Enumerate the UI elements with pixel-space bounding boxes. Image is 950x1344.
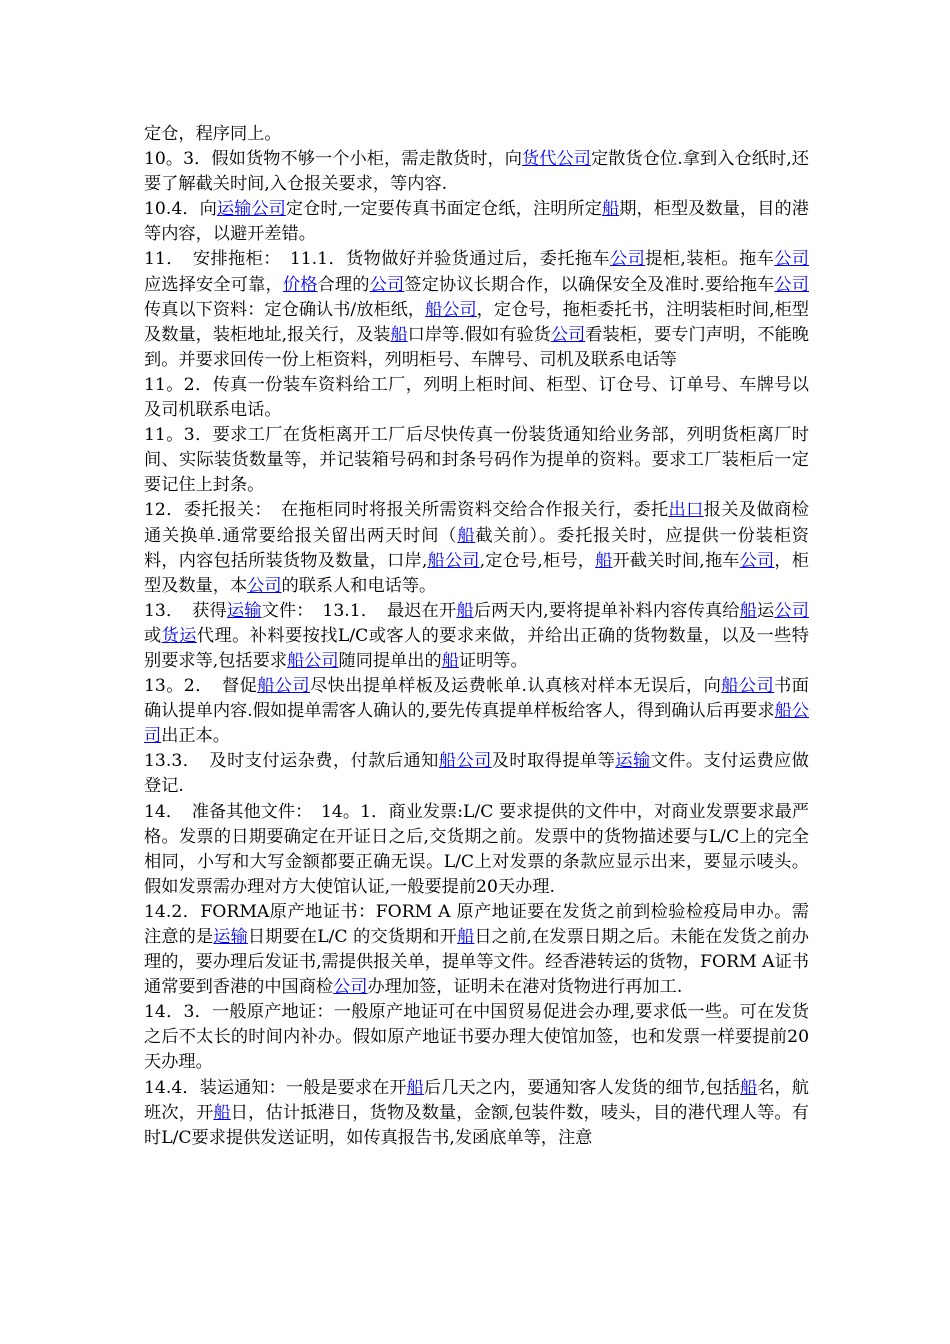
keyword-link[interactable]: 船	[740, 1077, 758, 1098]
keyword-link[interactable]: 运输公司	[216, 199, 286, 220]
paragraph-text: 14.2．FORMA原产地证书：FORM A 原产地证要在发货之前到检验检疫局申办。需注意的是	[144, 901, 809, 947]
keyword-link[interactable]: 价格	[282, 274, 318, 295]
paragraph-text: ，柜型及数量，本	[144, 550, 809, 596]
keyword-link[interactable]: 船	[441, 650, 459, 671]
paragraph-text: 后几天之内，要通知客人发货的细节,包括	[423, 1077, 741, 1098]
paragraph-text: 合理的	[317, 274, 370, 295]
paragraph-text: 11。2．传真一份装车资料给工厂，列明上柜时间、柜型、订仓号、订单号、车牌号以及司机联系电话。	[144, 374, 809, 421]
keyword-link[interactable]: 运输	[615, 751, 651, 772]
document-body	[144, 122, 809, 1151]
keyword-link[interactable]: 公司	[247, 575, 282, 596]
keyword-link[interactable]: 船	[739, 600, 758, 621]
keyword-link[interactable]: 船公司	[425, 299, 477, 320]
keyword-link[interactable]: 船	[213, 1102, 231, 1123]
paragraph-text: 签定协议长期合作，以确保安全及准时.要给拖车	[404, 274, 775, 295]
paragraph-text: 14.4．装运通知：一般是要求在开	[144, 1077, 407, 1098]
paragraph-text: 截关前）。委托报关时，应提供一份装柜资料，内容包括所装货物及数量，口岸,	[144, 525, 809, 571]
paragraph-text: 应选择安全可靠，	[144, 274, 283, 295]
paragraph-text: 出正本。	[161, 726, 230, 747]
paragraph-text: 13。2． 督促	[144, 676, 258, 697]
paragraph	[144, 423, 809, 498]
paragraph-text: 日期要在L/C 的交货期和开	[247, 927, 458, 947]
paragraph	[144, 147, 809, 197]
keyword-link[interactable]: 船公司	[257, 676, 311, 697]
paragraph	[144, 197, 809, 247]
paragraph-text: 定仓时,一定要传真书面定仓纸，注明所定	[285, 199, 602, 220]
paragraph-text: 定散货仓位.拿到入仓纸时,还要了解截关时间,入仓报关要求，等内容.	[144, 149, 809, 195]
keyword-link[interactable]: 公司	[550, 324, 586, 345]
keyword-link[interactable]: 公司	[774, 249, 809, 270]
paragraph-text: 尽快出提单样板及运费帐单.认真核对样本无误后，向	[310, 676, 722, 697]
paragraph	[144, 373, 809, 423]
paragraph-text: 代理。补料要按找L/C或客人的要求来做，并给出正确的货物数量，以及一些特别要求等,包括要求	[144, 625, 809, 671]
paragraph-text: 10。3．假如货物不够一个小柜，需走散货时，向	[144, 149, 522, 170]
paragraph-text: 运	[757, 600, 775, 621]
paragraph	[144, 122, 809, 147]
keyword-link[interactable]: 船公司	[286, 650, 339, 671]
paragraph-text: 日，估计抵港日，货物及数量，金额,包装件数，唛头，目的港代理人等。有时L/C要求提供发送证明，如传真报告书,发函底单等，注意	[144, 1102, 809, 1148]
paragraph-text: 口岸等.假如有验货	[407, 324, 551, 345]
keyword-link[interactable]: 船	[456, 600, 474, 621]
keyword-link[interactable]: 公司	[774, 274, 809, 295]
paragraph-text: 或	[144, 625, 162, 646]
keyword-link[interactable]: 船	[595, 550, 613, 571]
keyword-link[interactable]: 公司	[739, 550, 775, 571]
paragraph-text: 看装柜，要专门声明，不能晚到。并要求回传一份上柜资料，列明柜号、车牌号、司机及联系电话等	[144, 324, 809, 370]
paragraph-text: 11。3．要求工厂在货柜离开工厂后尽快传真一份装货通知给业务部，列明货柜离厂时间、实际装货数量等，并记装箱号码和封条号码作为提单的资料。要求工厂装柜后一定要记住上封条。	[144, 425, 809, 496]
keyword-link[interactable]: 运输	[213, 927, 248, 947]
paragraph	[144, 800, 809, 900]
paragraph-text: 名，航班次，开	[144, 1077, 809, 1123]
paragraph-text: 提柜,装柜。拖车	[645, 249, 775, 270]
paragraph-text: 后两天内,要将提单补料内容传真给	[473, 600, 740, 621]
keyword-link[interactable]: 货代公司	[521, 149, 591, 170]
keyword-link[interactable]: 船公司	[427, 550, 480, 571]
keyword-link[interactable]: 公司	[774, 600, 809, 621]
keyword-link[interactable]: 运输	[226, 600, 262, 621]
keyword-link[interactable]: 船公司	[721, 676, 775, 697]
paragraph-text: 随同提单出的	[338, 650, 442, 671]
paragraph	[144, 498, 809, 598]
keyword-link[interactable]: 出口	[668, 500, 704, 521]
paragraph-text: 日之前,在发票日期之后。未能在发货之前办理的，要办理后发证书,需提供报关单，提单等文件。经香港转运的货物，FORM A证书通常要到香港的中国商检	[144, 927, 809, 998]
paragraph-text: 报关及做商检通关换单.通常要给报关留出两天时间（	[144, 500, 809, 546]
paragraph-text: 开截关时间,拖车	[612, 550, 740, 571]
paragraph-text: 文件。支付运费应做登记.	[144, 751, 809, 797]
paragraph	[144, 674, 809, 749]
keyword-link[interactable]: 船	[457, 525, 476, 546]
paragraph	[144, 599, 809, 674]
paragraph	[144, 749, 809, 799]
paragraph-text: 14．3．一般原产地证：一般原产地证可在中国贸易促进会办理,要求低一些。可在发货之后不太长的时间内补办。假如原产地证书要办理大使馆加签，也和发票一样要提前20天办理。	[144, 1002, 809, 1073]
paragraph	[144, 900, 809, 1000]
keyword-link[interactable]: 船	[390, 324, 408, 345]
paragraph-text: 期，柜型及数量，目的港等内容，以避开差错。	[144, 199, 809, 245]
paragraph	[144, 1000, 809, 1075]
paragraph	[144, 247, 809, 372]
paragraph-text: 10.4．向	[144, 199, 217, 220]
paragraph-text: ，定仓号，拖柜委托书，注明装柜时间,柜型及数量，装柜地址,报关行，及装	[144, 299, 809, 345]
paragraph-text: 定仓，程序同上。	[144, 124, 282, 144]
keyword-link[interactable]: 公司	[333, 977, 368, 998]
keyword-link[interactable]: 船	[406, 1077, 424, 1098]
paragraph-text: 的联系人和电话等。	[281, 575, 437, 596]
keyword-link[interactable]: 公司	[609, 249, 646, 270]
paragraph-text: ,定仓号,柜号，	[479, 550, 596, 571]
paragraph-text: 办理加签，证明未在港对货物进行再加工.	[367, 977, 683, 998]
paragraph-text: 及时取得提单等	[491, 751, 616, 772]
paragraph-text: 书面确认提单内容.假如提单需客人确认的,要先传真提单样板给客人，得到确认后再要求	[144, 676, 809, 722]
keyword-link[interactable]: 船公司	[144, 701, 809, 747]
paragraph-text: 13.3． 及时支付运杂费，付款后通知	[144, 751, 439, 772]
paragraph-text: 传真以下资料：定仓确认书/放柜纸，	[144, 299, 426, 320]
keyword-link[interactable]: 公司	[369, 274, 405, 295]
paragraph-text: 13． 获得	[144, 600, 227, 621]
paragraph-text: 证明等。	[458, 650, 528, 671]
keyword-link[interactable]: 船	[457, 927, 475, 947]
paragraph-text: 11． 安排拖柜： 11.1．货物做好并验货通过后，委托拖车	[144, 249, 610, 270]
paragraph-text: 文件： 13.1． 最迟在开	[261, 600, 457, 621]
paragraph-text: 14． 准备其他文件： 14。1．商业发票:L/C 要求提供的文件中，对商业发票要求最严格。发票的日期要确定在开证日之后,交货期之前。发票中的货物描述要与L/C上的完全相同，小写和大写金额都要正确无误。L/C上对发票的条款应显示出来，要显示唛头。假如发票需办理对方大使馆认证,一般要提前20天办理.	[144, 801, 809, 897]
paragraph-text: 12．委托报关： 在拖柜同时将报关所需资料交给合作报关行，委托	[144, 500, 669, 521]
keyword-link[interactable]: 船公司	[438, 751, 492, 772]
keyword-link[interactable]: 货运	[161, 625, 197, 646]
keyword-link[interactable]: 船	[601, 199, 620, 220]
paragraph	[144, 1076, 809, 1151]
